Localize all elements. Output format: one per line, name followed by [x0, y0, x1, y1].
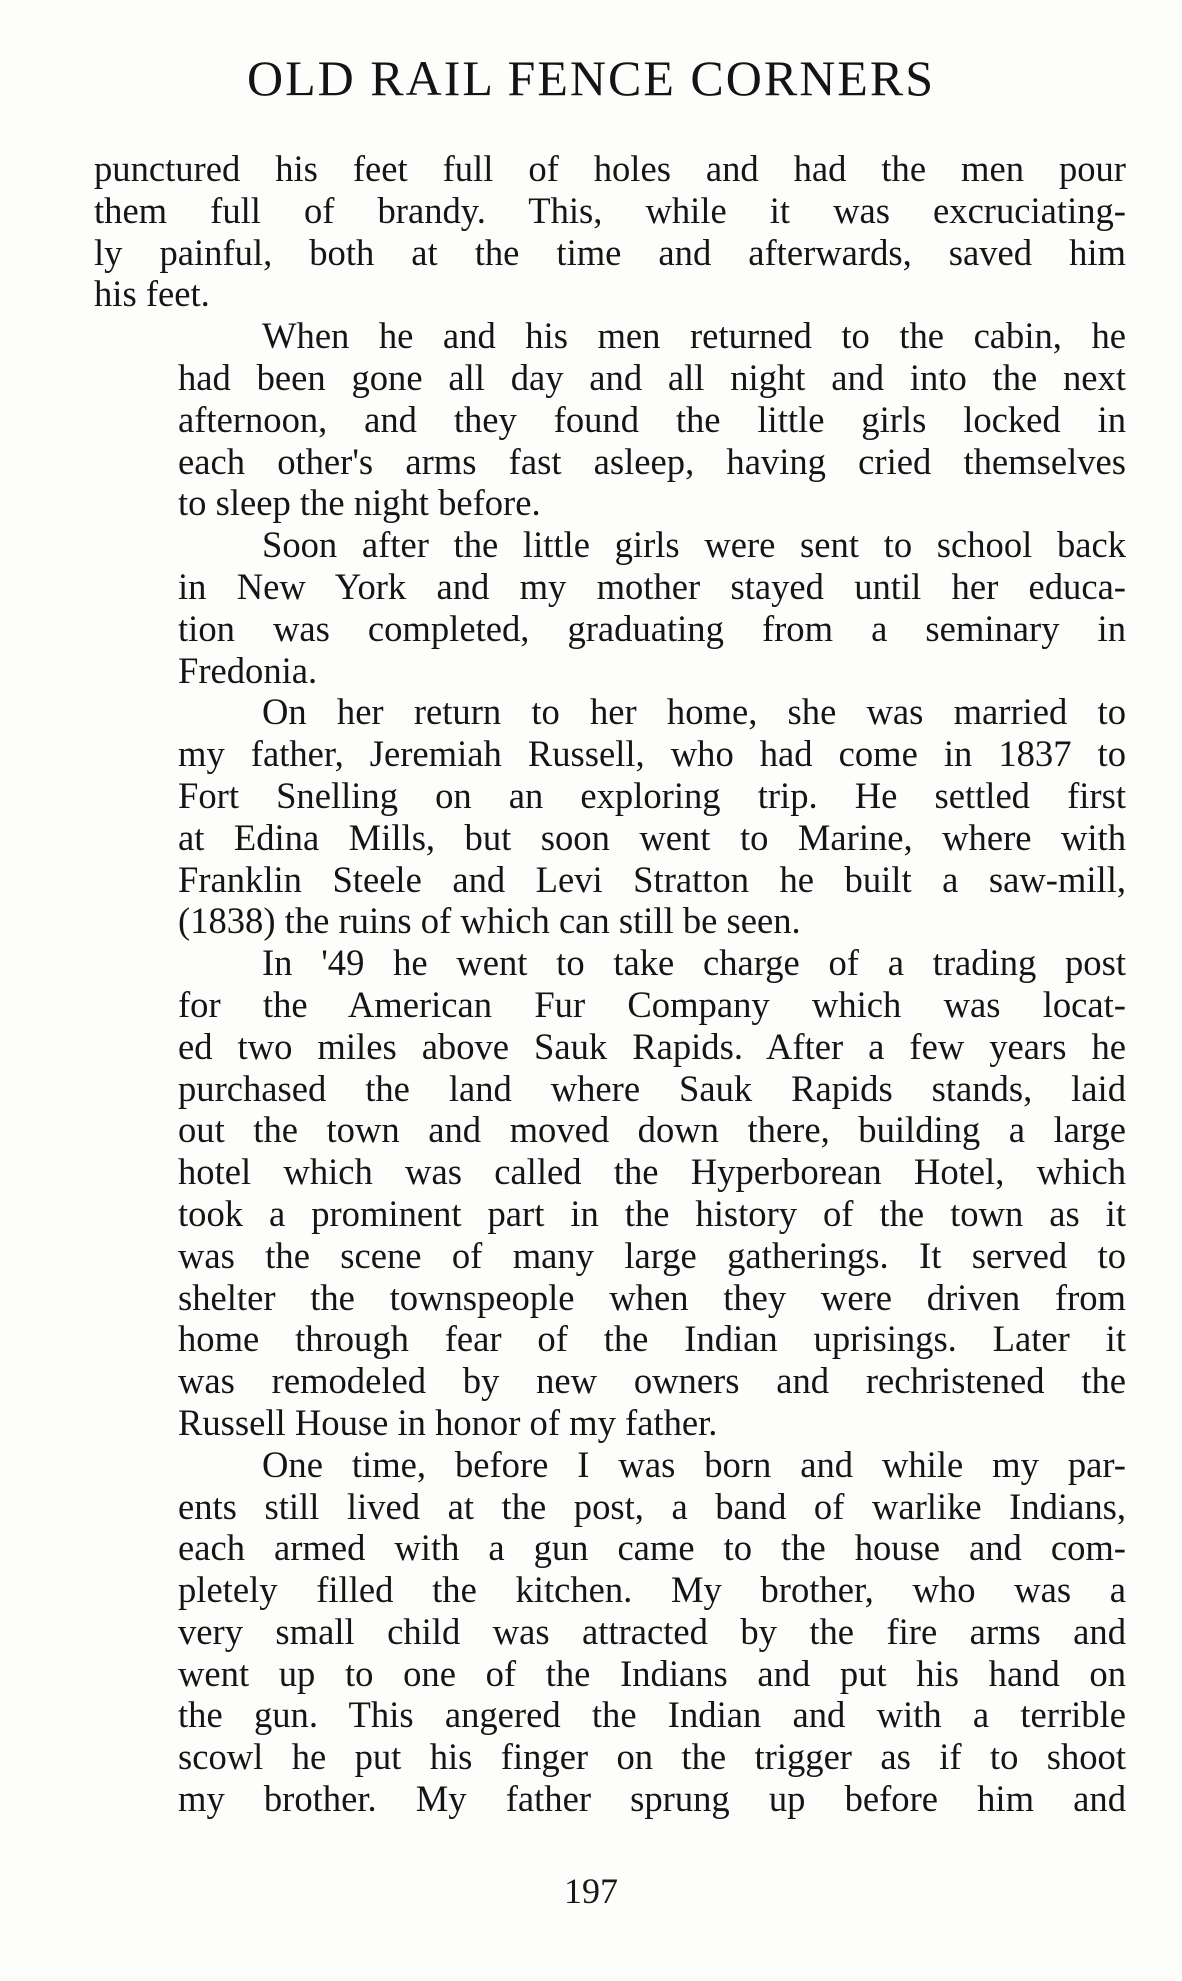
text-line: On her return to her home, she was married to [262, 691, 1126, 733]
text-line: (1838) the ruins of which can still be seen. [178, 900, 801, 942]
text-line: When he and his men returned to the cabin, he [262, 315, 1126, 357]
text-line: very small child was attracted by the fire arms and [178, 1610, 1126, 1652]
text-line: afternoon, and they found the little girls locked in [178, 398, 1126, 440]
body-text [94, 148, 1126, 1820]
paragraph [94, 315, 1126, 524]
text-line: Soon after the little girls were sent to school back [262, 524, 1126, 566]
text-line: for the American Fur Company which was locat- [178, 983, 1126, 1025]
paragraph [94, 942, 1126, 1444]
text-line: punctured his feet full of holes and had the men pour [94, 148, 1126, 189]
text-line: ed two miles above Sauk Rapids. After a few years he [178, 1025, 1126, 1067]
text-line: Russell House in honor of my father. [178, 1401, 718, 1443]
text-line: the gun. This angered the Indian and with a terrible [178, 1694, 1126, 1736]
text-line: pletely filled the kitchen. My brother, who was a [178, 1569, 1126, 1611]
text-line: each other's arms fast asleep, having cried themselves [178, 440, 1126, 482]
paragraph [94, 148, 1126, 315]
text-line: had been gone all day and all night and into the next [178, 356, 1126, 398]
text-line: In '49 he went to take charge of a trading post [262, 942, 1126, 984]
text-line: my brother. My father sprung up before him and [178, 1778, 1126, 1820]
text-line: in New York and my mother stayed until her educa- [178, 565, 1126, 607]
text-line: home through fear of the Indian uprisings. Later it [178, 1318, 1126, 1360]
text-line: was the scene of many large gatherings. It served to [178, 1234, 1126, 1276]
paragraph [94, 524, 1126, 691]
text-line: shelter the townspeople when they were driven from [178, 1276, 1126, 1318]
text-line: tion was completed, graduating from a seminary in [178, 607, 1126, 649]
text-line: One time, before I was born and while my par- [262, 1443, 1126, 1485]
text-line: Fort Snelling on an exploring trip. He settled first [178, 774, 1126, 816]
text-line: ly painful, both at the time and afterwards, saved him [94, 231, 1126, 273]
text-line: at Edina Mills, but soon went to Marine, where with [178, 816, 1126, 858]
text-line: his feet. [94, 273, 210, 315]
running-head: OLD RAIL FENCE CORNERS [246, 50, 936, 106]
page-number: 197 [564, 1871, 618, 1911]
text-line: scowl he put his finger on the trigger as if to shoot [178, 1736, 1126, 1778]
text-line: to sleep the night before. [178, 482, 541, 524]
text-line: was remodeled by new owners and rechristened the [178, 1360, 1126, 1402]
text-line: out the town and moved down there, building a large [178, 1109, 1126, 1151]
paragraph [94, 691, 1126, 942]
text-line: Franklin Steele and Levi Stratton he built a saw-mill, [178, 858, 1126, 900]
text-line: went up to one of the Indians and put his hand on [178, 1652, 1126, 1694]
text-line: them full of brandy. This, while it was excruciating- [94, 189, 1126, 231]
text-line: took a prominent part in the history of the town as it [178, 1192, 1126, 1234]
text-line: Fredonia. [178, 649, 318, 691]
paragraph [94, 1444, 1126, 1820]
text-line: hotel which was called the Hyperborean Hotel, which [178, 1151, 1126, 1193]
text-line: each armed with a gun came to the house and com- [178, 1527, 1126, 1569]
text-line: purchased the land where Sauk Rapids stands, laid [178, 1067, 1126, 1109]
text-line: my father, Jeremiah Russell, who had come in 1837 to [178, 733, 1126, 775]
text-line: ents still lived at the post, a band of warlike Indians, [178, 1485, 1126, 1527]
